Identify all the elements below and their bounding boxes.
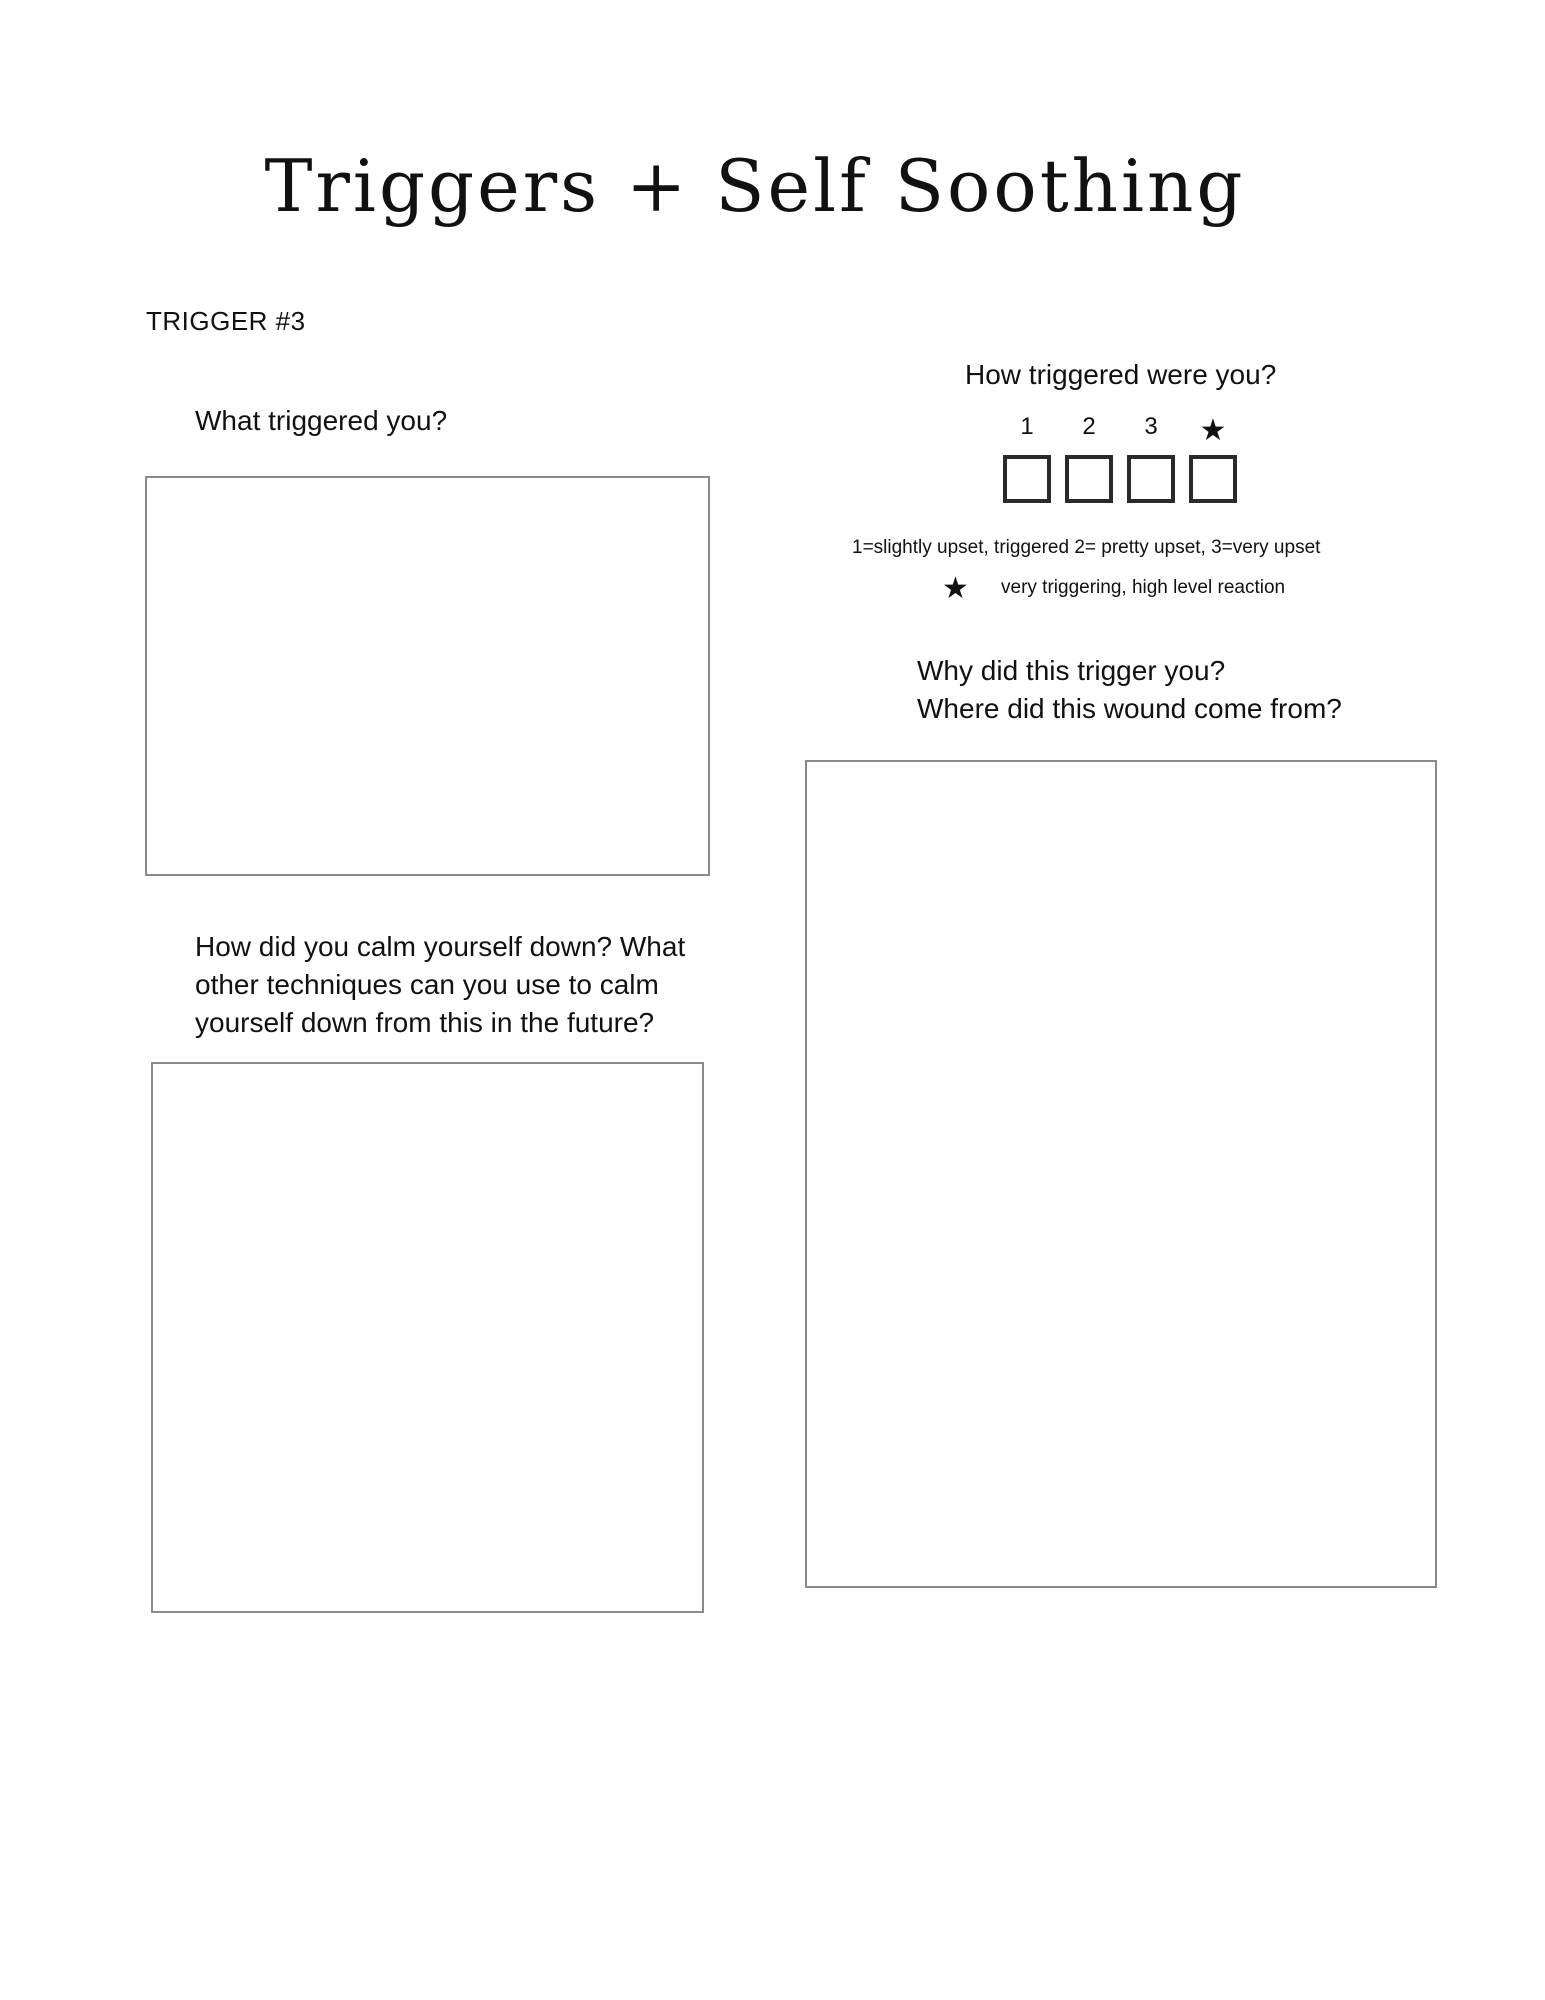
what-triggered-answer-box[interactable] (145, 476, 710, 876)
rating-checkbox-2[interactable] (1065, 455, 1113, 503)
rating-label-3: 3 (1144, 413, 1158, 440)
rating-scale-labels (996, 412, 1244, 448)
rating-checkbox-star[interactable] (1189, 455, 1237, 503)
rating-label-2: 2 (1082, 413, 1096, 440)
what-triggered-question: What triggered you? (195, 405, 448, 436)
rating-checkbox-1[interactable] (1003, 455, 1051, 503)
legend-star-description: very triggering, high level reaction (1001, 577, 1286, 598)
why-triggered-question (917, 652, 1477, 728)
legend-star-icon: ★ (942, 572, 969, 605)
rating-legend: 1=slightly upset, triggered 2= pretty upset, 3=very upset (852, 537, 1321, 558)
why-question-line-2: Where did this wound come from? (917, 693, 1342, 724)
rating-label-1: 1 (1020, 413, 1034, 440)
rating-checkbox-group (1003, 455, 1251, 503)
why-triggered-answer-box[interactable] (805, 760, 1437, 1588)
why-question-line-1: Why did this trigger you? (917, 655, 1226, 686)
star-icon: ★ (1199, 414, 1227, 447)
page-title: Triggers + Self Soothing (264, 144, 1246, 228)
how-triggered-question: How triggered were you? (965, 359, 1277, 390)
rating-checkbox-3[interactable] (1127, 455, 1175, 503)
calm-down-question: How did you calm yourself down? What other techniques can you use to calm yourself down from this in the future? (195, 931, 686, 1038)
calm-down-answer-box[interactable] (151, 1062, 704, 1613)
trigger-number-label: TRIGGER #3 (146, 306, 306, 336)
